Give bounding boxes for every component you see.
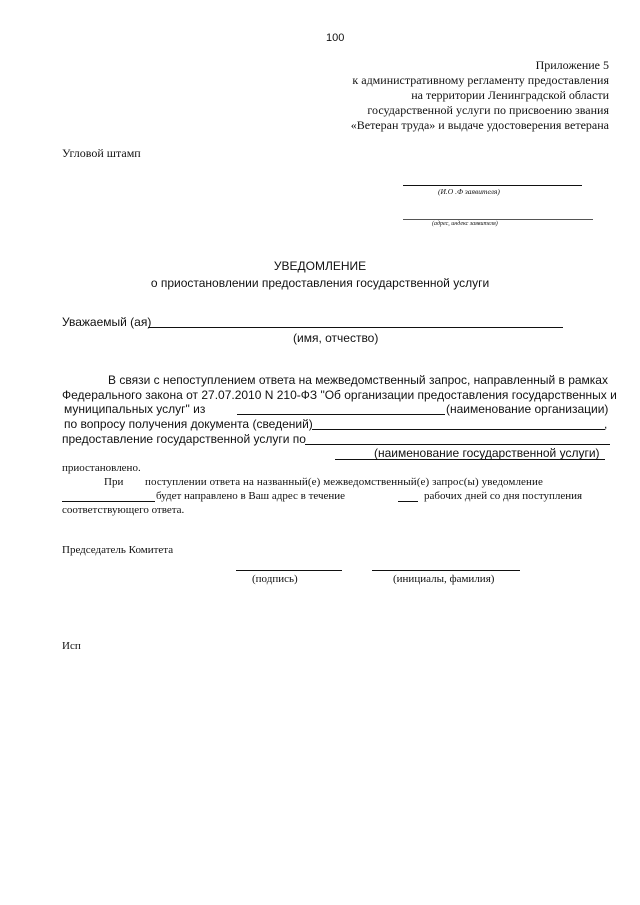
document-title: УВЕДОМЛЕНИЕ	[273, 259, 367, 273]
notice-blank-line	[62, 501, 155, 502]
applicant-address-caption: (адрес, индекс заявителя)	[432, 221, 498, 227]
appendix-line-2: к административному регламенту предоставления	[352, 73, 609, 87]
service-line	[305, 444, 610, 445]
days-blank-line	[398, 501, 418, 502]
applicant-address-line	[403, 219, 593, 220]
page-number: 100	[326, 32, 345, 44]
p2-line-1-rest: поступлении ответа на названный(е) межведомственный(е) запрос(ы) уведомление	[145, 476, 543, 488]
signatory-position: Председатель Комитета	[62, 544, 174, 556]
greeting-name-caption: (имя, отчество)	[293, 331, 379, 345]
p2-line-3: соответствующего ответа.	[62, 504, 185, 516]
applicant-name-caption: (И.О .Ф заявителя)	[438, 187, 500, 196]
body-line-3-start: муниципальных услуг" из	[64, 402, 206, 416]
service-caption: (наименование государственной услуги)	[374, 446, 600, 460]
greeting-label: Уважаемый (ая)	[62, 315, 152, 329]
appendix-line-1: Приложение 5	[535, 58, 609, 72]
applicant-name-line	[403, 185, 582, 186]
name-caption: (инициалы, фамилия)	[393, 573, 495, 585]
appendix-line-3: на территории Ленинградской области	[411, 88, 609, 102]
signature-line	[236, 570, 342, 571]
executor-label: Исп	[62, 640, 81, 652]
p2-line-1-start: При	[104, 476, 124, 488]
body-line-1: В связи с непоступлением ответа на межведомственный запрос, направленный в рамках	[108, 373, 608, 387]
document-line	[312, 429, 605, 430]
organization-line	[237, 414, 445, 415]
organization-caption: (наименование организации)	[446, 402, 609, 416]
corner-stamp-label: Угловой штамп	[62, 146, 141, 160]
body-line-4-comma: ,	[604, 417, 608, 431]
signature-caption: (подпись)	[252, 573, 298, 585]
body-line-2: Федерального закона от 27.07.2010 N 210-ФЗ "Об организации предоставления государственных и	[62, 388, 617, 402]
name-line	[372, 570, 520, 571]
greeting-name-line	[148, 327, 563, 328]
p2-line-2-start: будет направлено в Ваш адрес в течение	[156, 490, 346, 502]
appendix-line-5: «Ветеран труда» и выдаче удостоверения ветерана	[350, 118, 609, 132]
document-subtitle: о приостановлении предоставления государственной услуги	[150, 276, 490, 290]
appendix-line-4: государственной услуги по присвоению звания	[367, 103, 609, 117]
body-line-5-start: предоставление государственной услуги по	[62, 432, 306, 446]
suspended-text: приостановлено.	[62, 462, 141, 474]
p2-line-2-rest: рабочих дней со дня поступления	[424, 490, 583, 502]
body-line-4-start: по вопросу получения документа (сведений)	[64, 417, 313, 431]
